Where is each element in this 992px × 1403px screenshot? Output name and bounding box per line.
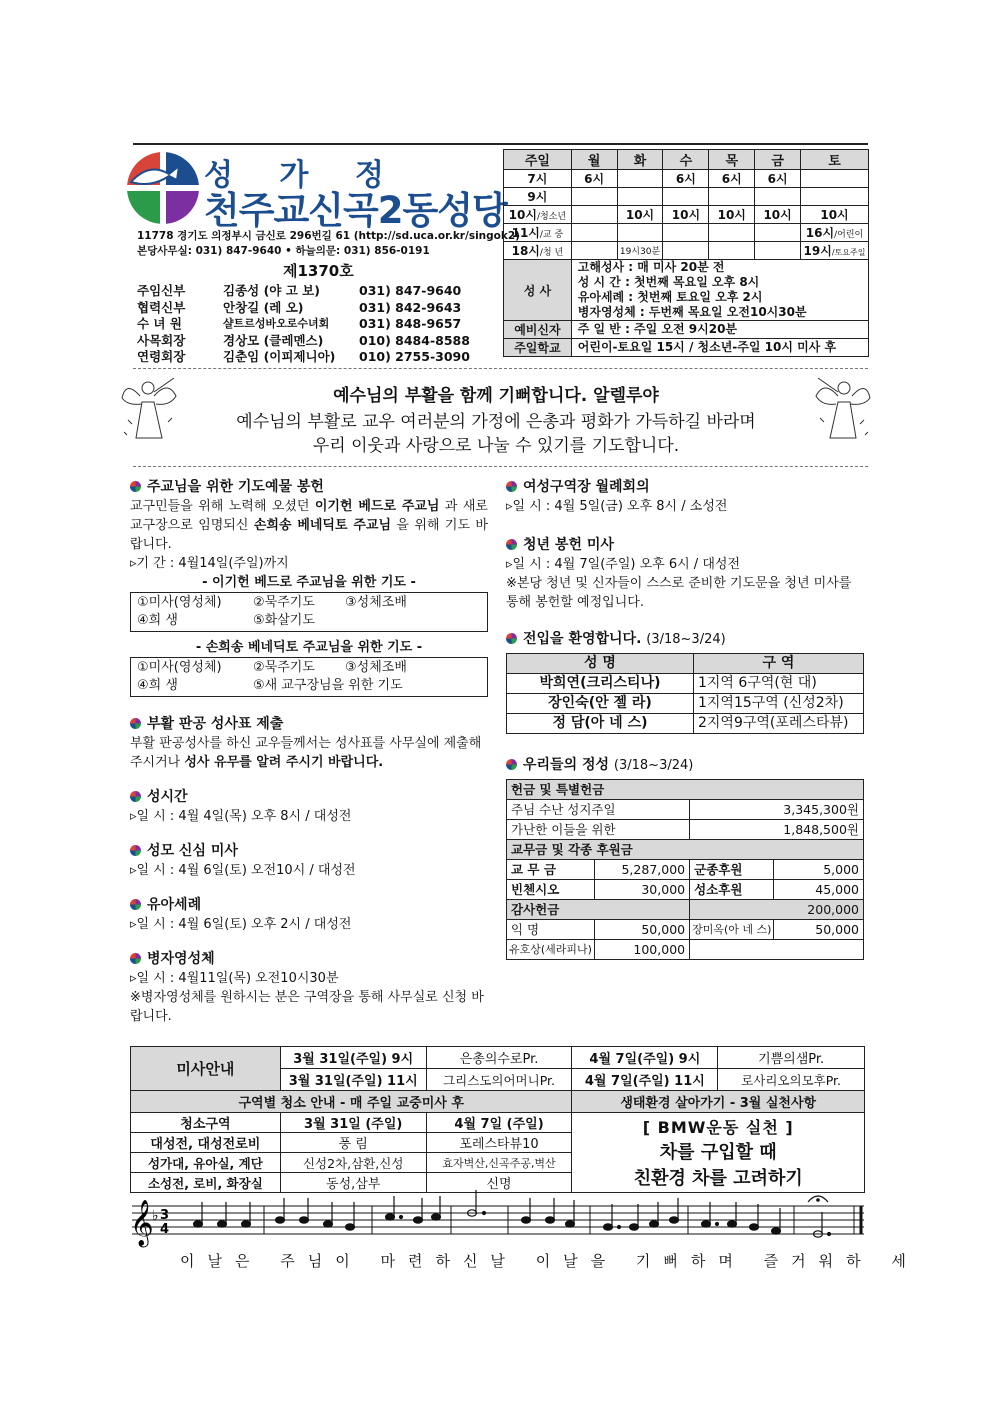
table-cell: 200,000 [690, 900, 864, 920]
bullet-icon [130, 791, 141, 802]
section-body: ※본당 청년 및 신자들이 스스로 준비한 기도문을 청년 미사를 통해 봉헌할 예정입니다. [506, 576, 852, 610]
sacrament-info: 고해성사 : 매 미사 20분 전 성 시 간 : 첫번째 목요일 오후 8시 유아세례 : 첫번째 토요일 오후 2시 병자영성체 : 두번째 목요일 오전10시30분 [571, 260, 868, 321]
schedule-row [504, 206, 869, 224]
table-cell: 1,848,500원 [690, 820, 864, 840]
time-cell [663, 224, 709, 242]
section-body: ▹일 시 : 4월 6일(토) 오후 2시 / 대성전 [130, 917, 352, 932]
catechumen-label: 예비신자 [504, 321, 572, 339]
table-row [507, 880, 864, 900]
time-cell: 19시30분 [617, 242, 663, 260]
section-body: ▹일 시 : 4월 4일(목) 오후 8시 / 대성전 [130, 809, 352, 824]
svg-text:♭: ♭ [152, 1208, 159, 1224]
table-row [507, 714, 864, 734]
staff-role: 주임신부 [137, 283, 186, 298]
table-cell: 100,000 [594, 940, 689, 960]
sacrament-label: 성 사 [504, 260, 572, 321]
staff-row [137, 283, 470, 300]
prayer-subtitle: - 이기헌 베드로 주교님을 위한 기도 - [202, 575, 416, 590]
section-body: ▹일 시 : 4월 6일(토) 오전10시 / 대성전 [130, 863, 356, 878]
svg-text:3: 3 [160, 1208, 170, 1223]
day-header: 주일 [504, 150, 572, 170]
table-cell: 장인숙(안 젤 라) [507, 694, 694, 714]
staff-phone: 010) 8484-8588 [359, 332, 470, 348]
table-cell: 30,000 [594, 880, 689, 900]
mass-time: 3월 31일(주일) 11시 [280, 1069, 426, 1091]
section-body: ▹일 시 : 4월11일(목) 오전10시30분 [130, 971, 339, 986]
mass-group: 기쁨의샘Pr. [718, 1047, 865, 1069]
schedule-row [504, 170, 869, 188]
table-header-row [507, 654, 864, 674]
schedule-header-row [504, 150, 869, 170]
staff-phone: 010) 2755-3090 [359, 349, 470, 364]
table-cell: 장미옥(아 네 스) [690, 920, 774, 940]
table-cell: 주님 수난 성지주일 [507, 800, 690, 820]
time-cell [617, 188, 663, 206]
time-cell: 10시 [801, 206, 869, 224]
section-title: 병자영성체 [130, 950, 488, 969]
staff-name: 샬트르성바오로수녀회 [223, 317, 330, 330]
bullet-icon [506, 633, 517, 644]
section-body: ▹일 시 : 4월 5일(금) 오후 8시 / 소성전 [506, 499, 728, 514]
table-row [507, 674, 864, 694]
table-row [507, 840, 864, 860]
day-header: 토 [801, 150, 869, 170]
table-row [507, 780, 864, 800]
mass-row [131, 1047, 865, 1069]
table-cell: 대성전, 대성전로비 [131, 1133, 281, 1153]
bullet-icon [506, 481, 517, 492]
table-cell: 유호상(세라피나) [507, 940, 595, 960]
day-header: 화 [617, 150, 663, 170]
table-cell: 3,345,300원 [690, 800, 864, 820]
sunday-time: 18시/청 년 [504, 242, 572, 260]
section-body: ▹일 시 : 4월 7일(주일) 오후 6시 / 대성전 [506, 557, 740, 572]
table-cell: 성소후원 [690, 880, 774, 900]
svg-text:𝄞: 𝄞 [130, 1200, 154, 1246]
time-cell [571, 206, 617, 224]
table-header: 청소구역 [131, 1113, 281, 1133]
time-cell [663, 188, 709, 206]
time-cell [617, 224, 663, 242]
staff-phone: 031) 848-9657 [359, 316, 462, 331]
staff-name: 경상모 (클레멘스) [223, 332, 324, 348]
staff-row [137, 349, 470, 366]
time-cell [755, 188, 801, 206]
table-cell: 가난한 이들을 위한 [507, 820, 690, 840]
table-cell: 50,000 [774, 920, 864, 940]
church-address: 11778 경기도 의정부시 금신로 296번길 61 (http://sd.uca.or.kr/singok2) [137, 230, 520, 242]
staff-role: 사목회장 [137, 332, 186, 348]
section-body: ※병자영성체를 원하시는 분은 구역장을 통해 사무실로 신청 바랍니다. [130, 990, 484, 1024]
mass-group: 그리스도의어머니Pr. [426, 1069, 572, 1091]
sunday-school-info: 어린이-토요일 15시 / 청소년-주일 10시 미사 후 [571, 339, 868, 357]
day-header: 금 [755, 150, 801, 170]
table-cell: 동성,삼부 [280, 1173, 426, 1193]
offerings-table [506, 779, 864, 960]
bullet-icon [130, 481, 141, 492]
divider [133, 368, 868, 369]
table-row [507, 940, 864, 960]
bottom-info-table [130, 1046, 865, 1193]
staff-phone: 031) 842-9643 [359, 299, 462, 315]
staff-role: 협력신부 [137, 299, 186, 315]
table-cell: 신명 [426, 1173, 572, 1193]
time-cell [801, 170, 869, 188]
time-cell: 10시 [755, 206, 801, 224]
mass-group: 은총의수로Pr. [426, 1047, 572, 1069]
mass-time: 3월 31일(주일) 9시 [280, 1047, 426, 1069]
table-cell: 박희연(크리스티나) [507, 674, 694, 694]
catechumen-info: 주 일 반 : 주일 오전 9시20분 [571, 321, 868, 339]
table-row [507, 860, 864, 880]
mass-time: 4월 7일(주일) 9시 [572, 1047, 718, 1069]
bullet-icon [506, 539, 517, 550]
easter-greeting-title: 예수님의 부활을 함께 기뻐합니다. 알렐루야 [333, 386, 659, 406]
time-cell [709, 224, 755, 242]
table-cell: 효자벽산,신곡주공,벽산 [426, 1153, 572, 1173]
table-section-header: 교무금 및 각종 후원금 [507, 840, 864, 860]
section-title: 여성구역장 월례회의 [506, 478, 864, 497]
time-cell: 6시 [755, 170, 801, 188]
section-title: 부활 판공 성사표 제출 [130, 715, 488, 734]
sunday-time: 7시 [504, 170, 572, 188]
section-title: 우리들의 정성 (3/18~3/24) [506, 756, 864, 775]
schedule-row [504, 242, 869, 260]
svg-text:4: 4 [160, 1222, 170, 1237]
time-cell: 16시/어린이 [801, 224, 869, 242]
time-cell: 6시 [709, 170, 755, 188]
table-row [507, 694, 864, 714]
section-body: 부활 판공성사를 하신 교우들께서는 성사표를 사무실에 제출해 주시거나 성사 유무를 알려 주시기 바랍니다. [130, 736, 482, 770]
time-cell [617, 170, 663, 188]
prayer-box: ①미사(영성체) ②묵주기도 ③성체조배 ④희 생 ⑤화살기도 [130, 592, 488, 632]
table-row [507, 820, 864, 840]
staff-role: 연령회장 [137, 349, 186, 364]
time-cell [571, 188, 617, 206]
easter-greeting-body: 예수님의 부활로 교우 여러분의 가정에 은총과 평화가 가득하길 바라며 우리 이웃과 사랑으로 나눌 수 있기를 기도합니다. [236, 412, 756, 456]
time-cell: 19시/토요주일 [801, 242, 869, 260]
table-row [507, 800, 864, 820]
schedule-row [504, 224, 869, 242]
sunday-time: 11시/교 중 [504, 224, 572, 242]
right-column [506, 478, 864, 960]
table-header: 3월 31일 (주일) [280, 1113, 426, 1133]
bullet-icon [130, 899, 141, 910]
time-cell [571, 242, 617, 260]
table-section-header: 헌금 및 특별헌금 [507, 780, 864, 800]
table-section-header: 감사헌금 [507, 900, 690, 920]
staff-name: 안창길 (레 오) [223, 299, 304, 315]
staff-row [137, 316, 470, 333]
staff-list [137, 283, 470, 366]
section-body: 교구민들을 위해 노력해 오셨던 이기헌 베드로 주교님 과 새로 교구장으로 임명되신 손희송 베네딕토 주교님 을 위해 기도 바랍니다. [130, 499, 488, 552]
table-cell: 교 무 금 [507, 860, 595, 880]
section-title: 유아세례 [130, 896, 488, 915]
table-cell: 2지역9구역(포레스타뷰) [694, 714, 864, 734]
bullet-icon [130, 718, 141, 729]
staff-role: 수 녀 원 [137, 316, 182, 331]
time-cell [571, 224, 617, 242]
table-cell: 정 담(아 네 스) [507, 714, 694, 734]
table-cell: 군종후원 [690, 860, 774, 880]
time-cell: 10시 [709, 206, 755, 224]
staff-phone: 031) 847-9640 [359, 283, 462, 298]
time-cell: 6시 [571, 170, 617, 188]
time-cell [663, 242, 709, 260]
issue-number: 제1370호 [283, 262, 354, 280]
sunday-school-row [504, 339, 869, 357]
table-header: 구 역 [694, 654, 864, 674]
church-title-small: 성 가 정 [204, 158, 402, 193]
left-column [130, 478, 488, 1026]
top-rule [133, 143, 868, 145]
sunday-school-label: 주일학교 [504, 339, 572, 357]
section-title: 성모 신심 미사 [130, 842, 488, 861]
table-cell: 익 명 [507, 920, 595, 940]
time-cell [755, 242, 801, 260]
bullet-icon [130, 845, 141, 856]
mass-guide-label: 미사안내 [131, 1047, 281, 1091]
staff-row [137, 300, 470, 317]
prayer-box: ①미사(영성체) ②묵주기도 ③성체조배 ④희 생 ⑤새 교구장님을 위한 기도 [130, 657, 488, 697]
office-phone: 본당사무실: 031) 847-9640 • 하늘의문: 031) 856-0191 [137, 245, 430, 257]
table-cell: 5,000 [774, 860, 864, 880]
table-cell: 빈첸시오 [507, 880, 595, 900]
hymn-lyrics: 이날은 주님이 마련하신날 이날을 기뻐하며 즐거워하 세 [180, 1252, 919, 1270]
table-cell: 1지역 6구역(현 대) [694, 674, 864, 694]
schedule-row [504, 188, 869, 206]
prayer-period: ▹기 간 : 4월14일(주일)까지 [130, 556, 289, 571]
eco-title: 생태환경 살아가기 - 3월 실천사항 [572, 1091, 865, 1113]
sunday-time: 10시/청소년 [504, 206, 572, 224]
prayer-subtitle: - 손희송 베네딕토 주교님을 위한 기도 - [195, 640, 423, 655]
day-header: 수 [663, 150, 709, 170]
staff-row [137, 333, 470, 350]
table-row [507, 900, 864, 920]
table-cell: 포레스타뷰10 [426, 1133, 572, 1153]
table-cell: 50,000 [594, 920, 689, 940]
cleaning-title: 구역별 청소 안내 - 매 주일 교중미사 후 [131, 1091, 572, 1113]
table-cell: 성가대, 유아실, 계단 [131, 1153, 281, 1173]
day-header: 월 [571, 150, 617, 170]
staff-name: 김종성 (야 고 보) [223, 283, 320, 298]
church-logo-icon [127, 152, 199, 224]
mass-time: 4월 7일(주일) 11시 [572, 1069, 718, 1091]
table-cell: 5,287,000 [594, 860, 689, 880]
table-cell: 풍 림 [280, 1133, 426, 1153]
sacrament-row [504, 260, 869, 321]
time-cell [801, 188, 869, 206]
time-cell [755, 224, 801, 242]
day-header: 목 [709, 150, 755, 170]
time-cell: 10시 [617, 206, 663, 224]
table-cell: 45,000 [774, 880, 864, 900]
mass-schedule-table [503, 149, 869, 357]
staff-name: 김춘임 (이피제니아) [223, 349, 336, 364]
catechumen-row [504, 321, 869, 339]
table-header: 성 명 [507, 654, 694, 674]
table-cell: 신성2차,삼환,신성 [280, 1153, 426, 1173]
church-title: 천주교신곡2동성당 [204, 189, 507, 232]
table-row [507, 920, 864, 940]
newcomers-table [506, 653, 864, 734]
section-title: 성시간 [130, 788, 488, 807]
time-cell [709, 242, 755, 260]
bullet-icon [130, 953, 141, 964]
eco-practice: [ BMW운동 실천 ] 차를 구입할 때 친환경 차를 고려하기 [572, 1113, 865, 1193]
section-title: 청년 봉헌 미사 [506, 536, 864, 555]
time-cell: 6시 [663, 170, 709, 188]
table-cell: 소성전, 로비, 화장실 [131, 1173, 281, 1193]
mass-group: 로사리오의모후Pr. [718, 1069, 865, 1091]
table-header: 4월 7일 (주일) [426, 1113, 572, 1133]
section-title: 주교님을 위한 기도예물 봉헌 [130, 478, 488, 497]
section-header-row [131, 1091, 865, 1113]
table-cell: 1지역15구역 (신성2차) [694, 694, 864, 714]
time-cell [709, 188, 755, 206]
bullet-icon [506, 759, 517, 770]
section-title: 전입을 환영합니다. (3/18~3/24) [506, 630, 864, 649]
sunday-time: 9시 [504, 188, 572, 206]
divider [133, 466, 868, 467]
time-cell: 10시 [663, 206, 709, 224]
table-cell [690, 940, 864, 960]
cleaning-header-row [131, 1113, 865, 1133]
